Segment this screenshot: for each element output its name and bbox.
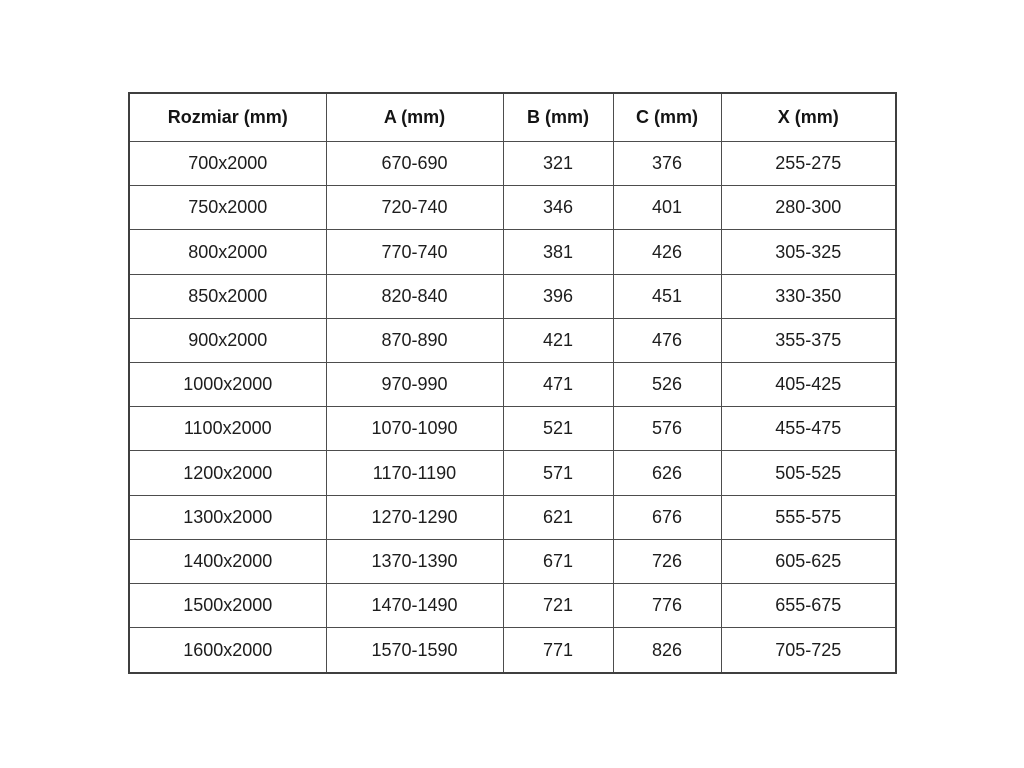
cell-x: 280-300 [721,186,896,230]
cell-rozmiar: 1000x2000 [129,363,326,407]
cell-a: 670-690 [326,142,503,186]
cell-x: 605-625 [721,539,896,583]
table-row [129,274,896,318]
cell-c: 676 [613,495,721,539]
cell-rozmiar: 1500x2000 [129,584,326,628]
cell-a: 1570-1590 [326,628,503,673]
cell-c: 426 [613,230,721,274]
cell-a: 1470-1490 [326,584,503,628]
cell-a: 720-740 [326,186,503,230]
table-row [129,628,896,673]
cell-rozmiar: 1300x2000 [129,495,326,539]
cell-c: 626 [613,451,721,495]
cell-c: 726 [613,539,721,583]
cell-a: 1270-1290 [326,495,503,539]
cell-rozmiar: 1600x2000 [129,628,326,673]
table-row [129,230,896,274]
cell-x: 555-575 [721,495,896,539]
cell-a: 1170-1190 [326,451,503,495]
table-row [129,407,896,451]
cell-x: 355-375 [721,318,896,362]
cell-x: 305-325 [721,230,896,274]
cell-b: 396 [503,274,613,318]
cell-c: 401 [613,186,721,230]
cell-a: 770-740 [326,230,503,274]
cell-b: 621 [503,495,613,539]
cell-b: 521 [503,407,613,451]
cell-a: 1370-1390 [326,539,503,583]
cell-a: 870-890 [326,318,503,362]
cell-x: 330-350 [721,274,896,318]
cell-a: 820-840 [326,274,503,318]
cell-rozmiar: 850x2000 [129,274,326,318]
cell-b: 346 [503,186,613,230]
cell-rozmiar: 1100x2000 [129,407,326,451]
cell-x: 255-275 [721,142,896,186]
column-header-b: B (mm) [503,93,613,142]
table-header-row [129,93,896,142]
column-header-a: A (mm) [326,93,503,142]
table-row [129,142,896,186]
cell-x: 655-675 [721,584,896,628]
cell-b: 381 [503,230,613,274]
cell-b: 471 [503,363,613,407]
cell-rozmiar: 800x2000 [129,230,326,274]
cell-x: 405-425 [721,363,896,407]
cell-b: 771 [503,628,613,673]
table-row [129,363,896,407]
table-row [129,318,896,362]
cell-rozmiar: 900x2000 [129,318,326,362]
cell-b: 721 [503,584,613,628]
cell-rozmiar: 750x2000 [129,186,326,230]
cell-c: 776 [613,584,721,628]
column-header-c: C (mm) [613,93,721,142]
cell-a: 1070-1090 [326,407,503,451]
table-row [129,539,896,583]
cell-b: 671 [503,539,613,583]
table-row [129,495,896,539]
cell-c: 476 [613,318,721,362]
cell-x: 705-725 [721,628,896,673]
table-row [129,584,896,628]
cell-a: 970-990 [326,363,503,407]
cell-x: 455-475 [721,407,896,451]
size-dimensions-table [128,92,897,674]
column-header-rozmiar: Rozmiar (mm) [129,93,326,142]
cell-rozmiar: 1400x2000 [129,539,326,583]
cell-c: 826 [613,628,721,673]
table-row [129,186,896,230]
cell-c: 451 [613,274,721,318]
cell-x: 505-525 [721,451,896,495]
table-row [129,451,896,495]
cell-b: 321 [503,142,613,186]
cell-c: 576 [613,407,721,451]
cell-b: 421 [503,318,613,362]
cell-c: 526 [613,363,721,407]
cell-rozmiar: 1200x2000 [129,451,326,495]
cell-rozmiar: 700x2000 [129,142,326,186]
cell-c: 376 [613,142,721,186]
cell-b: 571 [503,451,613,495]
column-header-x: X (mm) [721,93,896,142]
